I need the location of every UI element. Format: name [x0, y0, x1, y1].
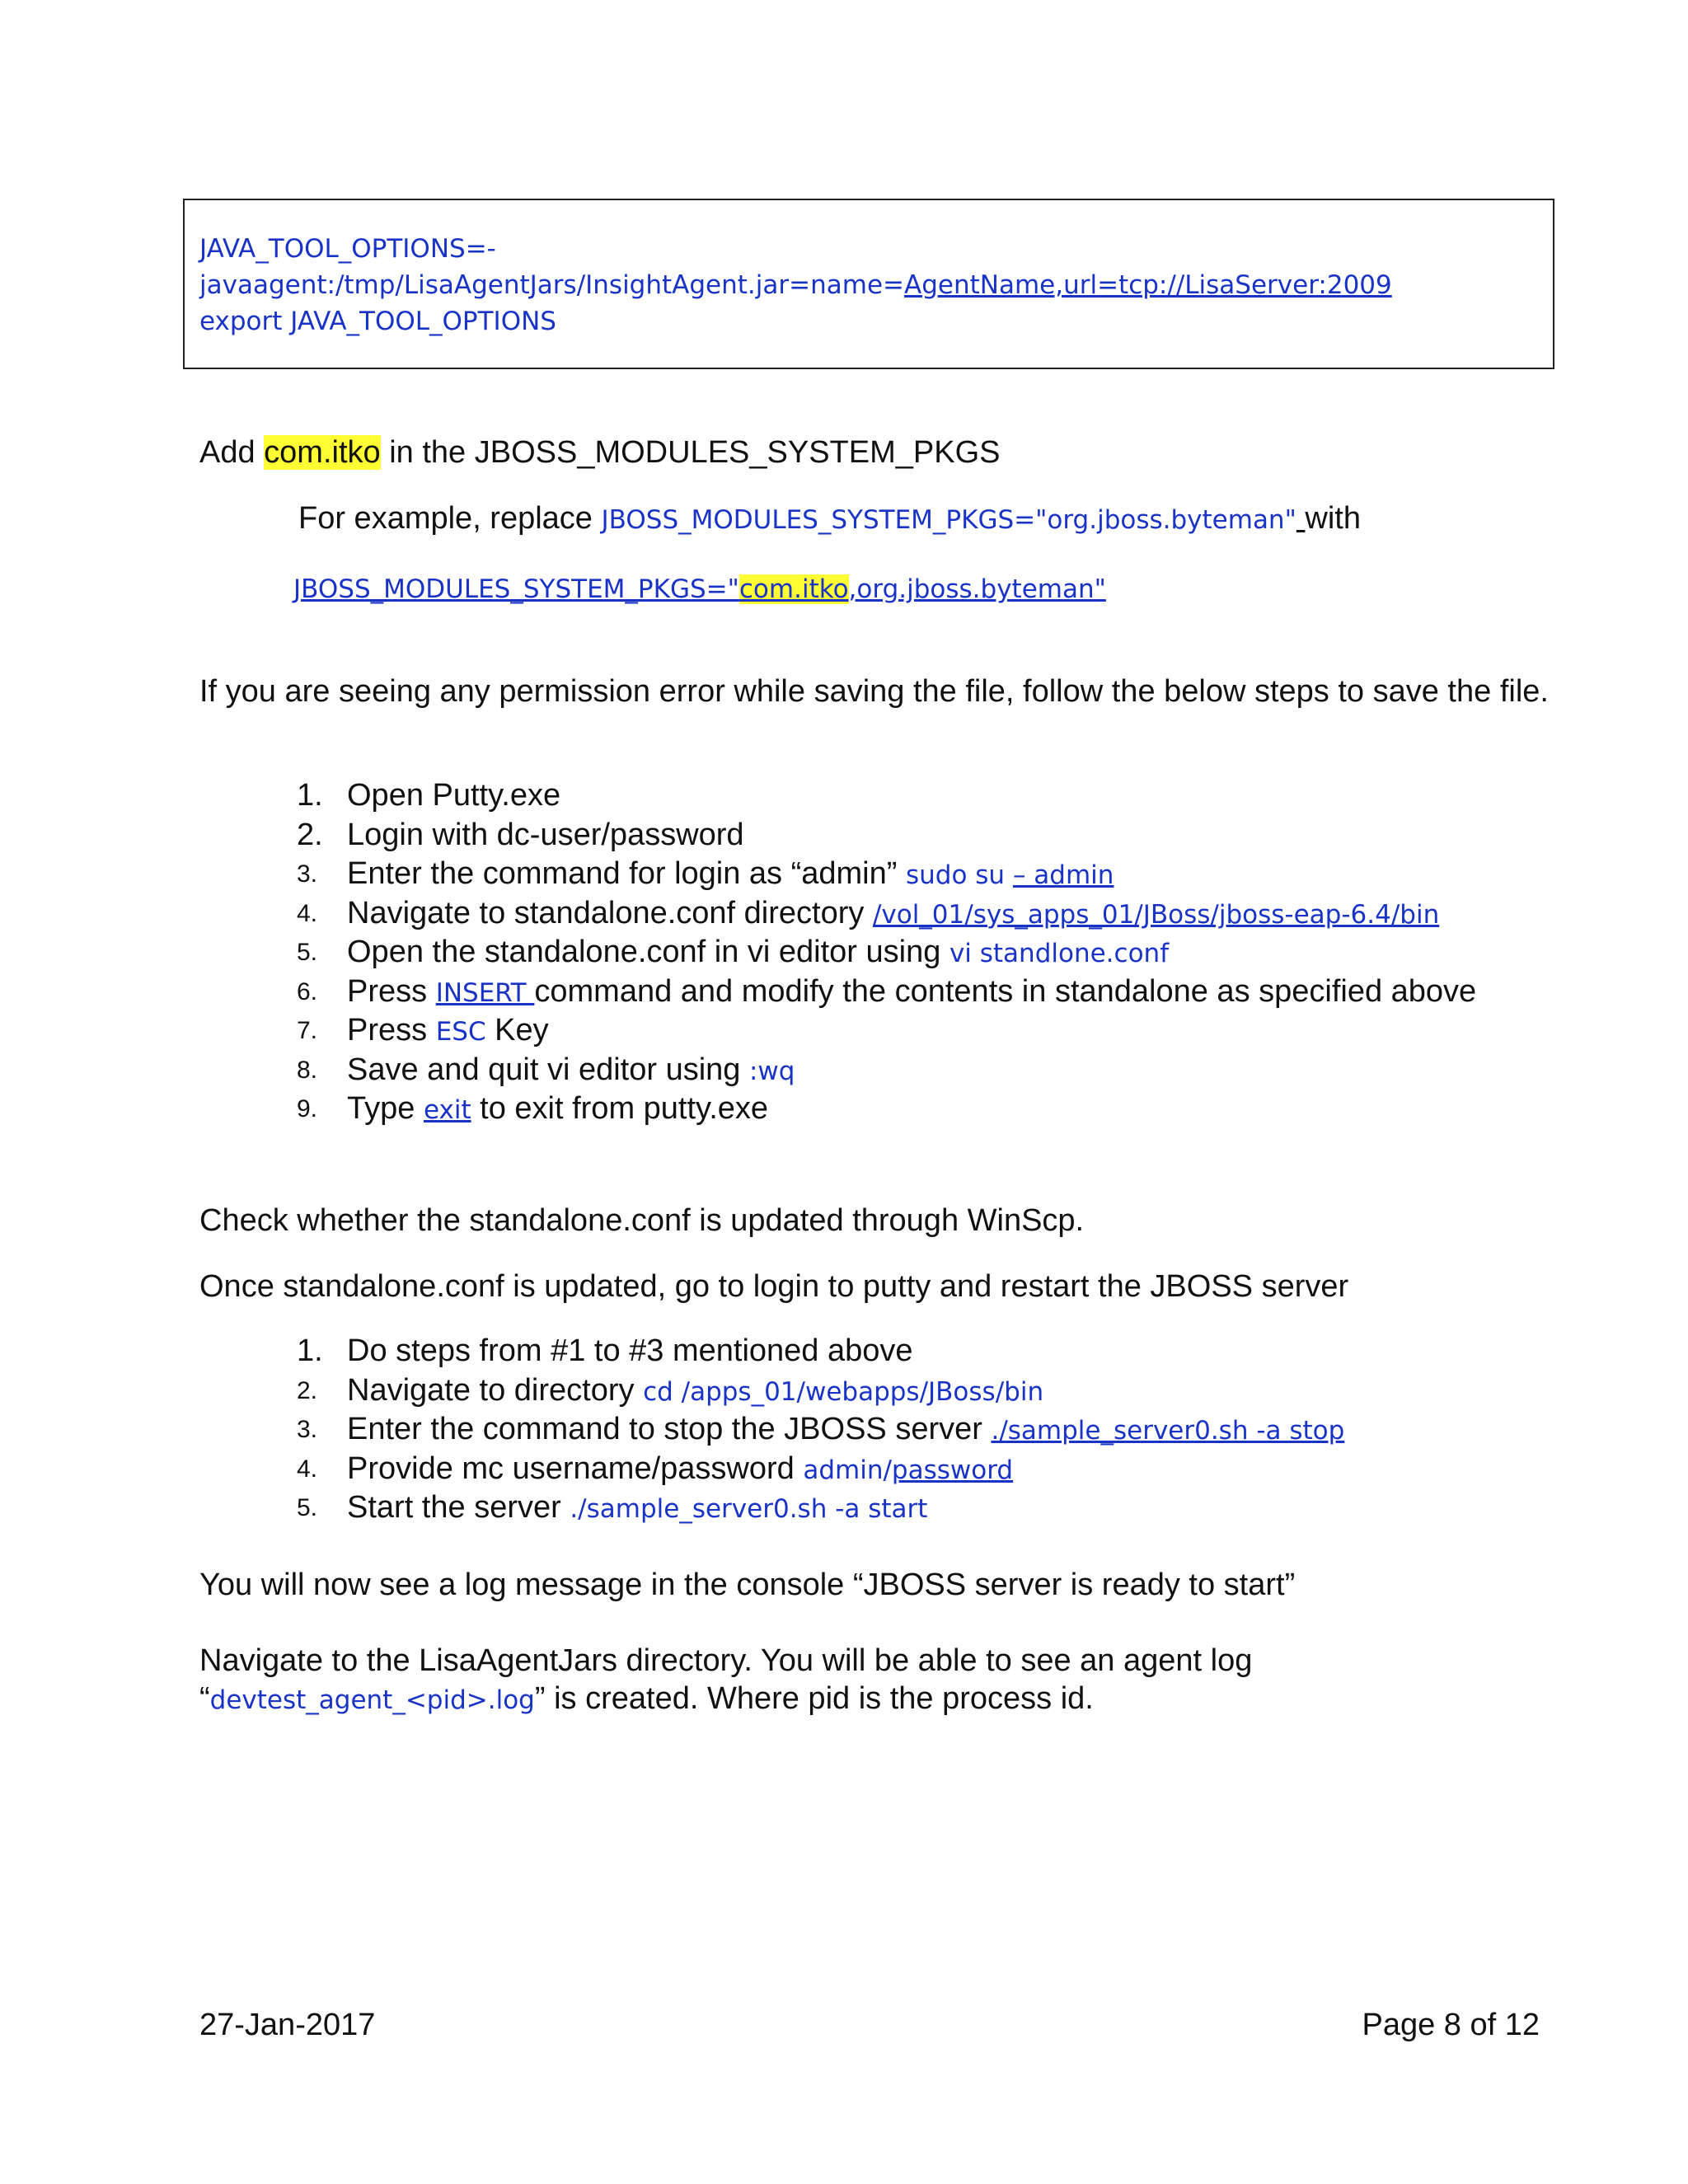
step-code: admin/	[803, 1455, 892, 1485]
step-text: Press INSERT command and modify the contents in standalone as specified above	[347, 973, 1477, 1009]
example-with: with	[1305, 501, 1361, 536]
step-number: 2.	[297, 817, 323, 852]
code-line-2-prefix: javaagent:/tmp/LisaAgentJars/InsightAgent.jar=name=	[199, 270, 904, 300]
navigate-rest: ” is created. Where pid is the process id.	[534, 1681, 1094, 1716]
step-number: 8.	[297, 1056, 318, 1084]
step-text: Login with dc-user/password	[347, 817, 744, 852]
navigate-paragraph-line1: Navigate to the LisaAgentJars directory. You will be able to see an agent log	[199, 1643, 1253, 1678]
agent-url-link[interactable]: AgentName,url=tcp://LisaServer:2009	[904, 270, 1392, 300]
step-code: cd /apps_01/webapps/JBoss/bin	[643, 1376, 1044, 1407]
step-number: 3.	[297, 1416, 318, 1443]
add-highlight: com.itko	[264, 435, 381, 470]
code-line-1: JAVA_TOOL_OPTIONS=-	[199, 234, 496, 264]
step-code-link[interactable]: INSERT	[435, 977, 535, 1008]
replacement-suffix: ,org.jboss.byteman"	[848, 574, 1106, 604]
step-code-link[interactable]: – admin	[1012, 860, 1114, 890]
example-code: JBOSS_MODULES_SYSTEM_PKGS="org.jboss.byteman"	[601, 505, 1296, 535]
step-text: Press ESC Key	[347, 1013, 549, 1047]
example-lead: For example, replace	[298, 501, 602, 536]
step-text: Provide mc username/password admin/password	[347, 1451, 1014, 1486]
step-text: Open the standalone.conf in vi editor using vi standlone.conf	[347, 935, 1170, 969]
step-code: ESC	[435, 1017, 486, 1047]
step-number: 1.	[297, 778, 323, 813]
step-code: vi standlone.conf	[949, 939, 1170, 968]
check-paragraph: Check whether the standalone.conf is updated through WinScp.	[199, 1203, 1085, 1238]
step-code-link[interactable]: /vol_01/sys_apps_01/JBoss/jboss-eap-6.4/bin	[872, 899, 1440, 930]
step-text: Enter the command for login as “admin” sudo su – admin	[347, 856, 1114, 891]
step-text: Enter the command to stop the JBOSS server ./sample_server0.sh -a stop	[347, 1412, 1345, 1446]
replacement-highlight: com.itko	[738, 574, 849, 604]
step-code-link[interactable]: ./sample_server0.sh -a stop	[991, 1416, 1345, 1446]
step-number: 3.	[297, 860, 318, 888]
code-box	[183, 199, 1554, 369]
log-paragraph: You will now see a log message in the console “JBOSS server is ready to start”	[199, 1568, 1296, 1602]
step-text: Navigate to directory cd /apps_01/webapps/JBoss/bin	[347, 1372, 1044, 1408]
replacement-line	[293, 569, 1106, 608]
log-filename: devtest_agent_<pid>.log	[209, 1685, 535, 1715]
code-line-2	[199, 269, 1392, 302]
step-number: 6.	[297, 977, 318, 1005]
step-number: 5.	[297, 1494, 318, 1521]
replacement-prefix: JBOSS_MODULES_SYSTEM_PKGS="	[293, 574, 739, 604]
add-before: Add	[199, 435, 265, 470]
step-code-link[interactable]: exit	[423, 1095, 471, 1125]
footer-date: 27-Jan-2017	[199, 2008, 376, 2042]
step-number: 2.	[297, 1376, 318, 1404]
replacement-code[interactable]	[293, 574, 1106, 604]
step-code: :wq	[748, 1056, 795, 1086]
step-text: Navigate to standalone.conf directory /vol_01/sys_apps_01/JBoss/jboss-eap-6.4/bin	[347, 895, 1440, 930]
step-number: 7.	[297, 1017, 318, 1044]
step-code: sudo su	[905, 860, 1013, 890]
example-gap	[1296, 501, 1306, 536]
step-code-link[interactable]: password	[891, 1455, 1014, 1485]
step-text: Save and quit vi editor using :wq	[347, 1052, 795, 1087]
once-paragraph: Once standalone.conf is updated, go to login to putty and restart the JBOSS server	[199, 1269, 1349, 1304]
footer-page-number: Page 8 of 12	[1362, 2008, 1540, 2042]
step-text: Start the server ./sample_server0.sh -a start	[347, 1490, 928, 1525]
step-number: 5.	[297, 939, 318, 966]
permission-paragraph: If you are seeing any permission error while saving the file, follow the below steps to save the file.	[199, 674, 1549, 709]
open-quote: “	[199, 1681, 210, 1716]
step-text: Do steps from #1 to #3 mentioned above	[347, 1333, 913, 1368]
step-text: Type exit to exit from putty.exe	[347, 1091, 769, 1126]
step-number: 4.	[297, 1455, 318, 1483]
add-after: in the JBOSS_MODULES_SYSTEM_PKGS	[380, 435, 1001, 470]
code-line-3: export JAVA_TOOL_OPTIONS	[199, 307, 556, 336]
step-text: Open Putty.exe	[347, 778, 561, 813]
navigate-paragraph-line2	[199, 1680, 1094, 1719]
step-code: ./sample_server0.sh -a start	[570, 1494, 928, 1524]
step-number: 1.	[297, 1333, 323, 1368]
example-line	[298, 499, 1361, 539]
add-instruction	[199, 434, 1001, 471]
step-number: 9.	[297, 1095, 318, 1122]
step-number: 4.	[297, 899, 318, 927]
